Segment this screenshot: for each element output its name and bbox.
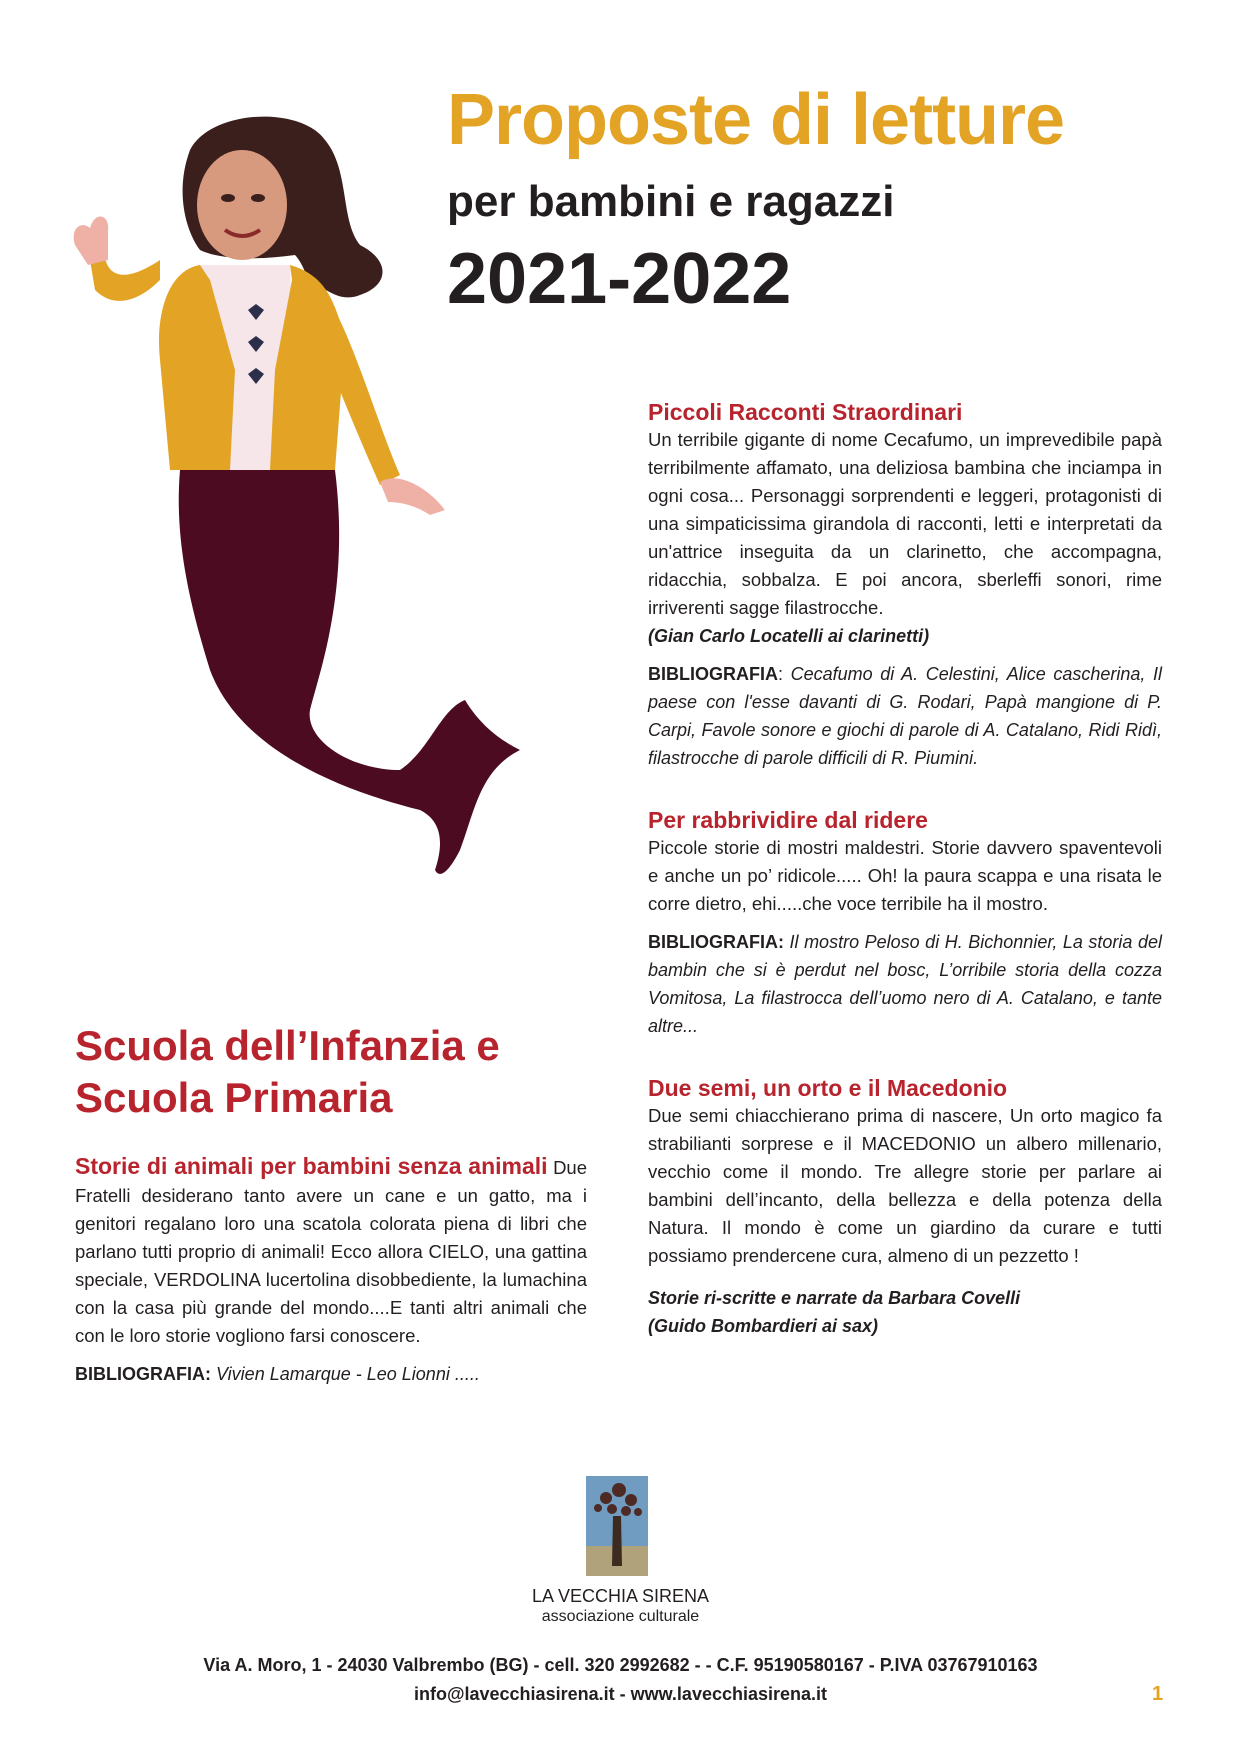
- bibliography-text: Il mostro Peloso di H. Bichonnier, La storia del bambin che si è perdut nel bosc, L’orribile storia della cozza Vomitosa, La filastrocca dell’uomo nero di A. Catalano, e tante altre...: [648, 932, 1162, 1036]
- section-title: Piccoli Racconti Straordinari: [648, 399, 963, 425]
- right-column: [648, 398, 1162, 1374]
- face-shape: [197, 150, 287, 260]
- tail-shape: [179, 470, 520, 874]
- bibliography-label: BIBLIOGRAFIA:: [75, 1364, 211, 1384]
- tree-logo: [586, 1476, 648, 1576]
- section-due-semi: [648, 1074, 1162, 1340]
- section-body: Piccole storie di mostri maldestri. Storie davvero spaventevoli e anche un po’ ridicole..... Oh! la paura scappa e una risata le corre dietro, ehi.....che voce terribile ha il mostro.: [648, 837, 1162, 914]
- school-level-heading: Scuola dell’Infanzia e Scuola Primaria: [75, 1022, 500, 1121]
- section-body: Un terribile gigante di nome Cecafumo, un imprevedibile papà terribilmente affamato, una deliziosa bambina che inciampa in ogni cosa... Personaggi sorprendenti e leggeri, protagonisti di una simpaticissima girandola di racconti, letti e interpretati da un'attrice inseguita da un clarinetto, che accompagna, ridacchia, sobbalza. E poi ancora, sberleffi sonori, rime irriverenti sagge filastrocche.: [648, 429, 1162, 618]
- left-column: [75, 1020, 587, 1388]
- bibliography-label: BIBLIOGRAFIA: [648, 664, 778, 684]
- section-credit: (Gian Carlo Locatelli ai clarinetti): [648, 626, 930, 646]
- section-piccoli-racconti: [648, 398, 1162, 772]
- section-title: Per rabbrividire dal ridere: [648, 807, 928, 833]
- bibliography-separator: :: [778, 664, 791, 684]
- section-text: Due Fratelli desiderano tanto avere un cane e un gatto, ma i genitori regalano loro una scatola colorata piena di libri che parlano tutti proprio di animali! Ecco allora CIELO, una gattina speciale, VERDOLINA lucertolina disobbediente, la lumachina con la casa più grande del mondo....E tanti altri animali che con le loro storie vogliono farsi conoscere.: [75, 1157, 588, 1346]
- bibliography: [75, 1360, 587, 1388]
- footer-contacts: info@lavecchiasirena.it - www.lavecchiasirena.it: [413, 1684, 828, 1704]
- section-title: Due semi, un orto e il Macedonio: [648, 1075, 1008, 1101]
- page-title: Proposte di letture: [447, 80, 1065, 160]
- bibliography: [648, 660, 1162, 772]
- page-number: 1: [1152, 1683, 1164, 1705]
- org-name: LA VECCHIA SIRENA: [531, 1586, 710, 1606]
- section-title: Storie di animali per bambini senza animali: [75, 1153, 548, 1179]
- footer-address: Via A. Moro, 1 - 24030 Valbrembo (BG) - cell. 320 2992682 - - C.F. 95190580167 - P.IVA 03767910163: [203, 1655, 1038, 1675]
- school-year: 2021-2022: [447, 239, 792, 319]
- bibliography-label: BIBLIOGRAFIA:: [648, 932, 784, 952]
- page-subtitle: per bambini e ragazzi: [447, 177, 895, 226]
- section-body: [75, 1152, 587, 1350]
- bibliography-text: Cecafumo di A. Celestini, Alice cascherina, Il paese con l'esse davanti di G. Rodari, Papà mangione di P. Carpi, Favole sonore e giochi di parole di A. Catalano, Ridi Ridì, filastrocche di parole difficili di R. Piumini.: [648, 664, 1162, 768]
- section-body: Due semi chiacchierano prima di nascere, Un orto magico fa strabilianti sorprese e il MACEDONIO un albero millenario, vecchio come il mondo. Tre allegre storie per parlare ai bambini dell’incanto, della bellezza e della potenza della Natura. Il mondo è come un giardino da curare e tutti possiamo prendercene cura, almeno di un pezzetto !: [648, 1105, 1162, 1266]
- section-rabbrividire: [648, 806, 1162, 1040]
- section-credit-line2: (Guido Bombardieri ai sax): [648, 1316, 879, 1336]
- org-subtitle: associazione culturale: [541, 1608, 700, 1625]
- bibliography-text: Vivien Lamarque - Leo Lionni .....: [216, 1364, 480, 1384]
- mermaid-illustration: [60, 110, 580, 1000]
- section-credit-line1: Storie ri-scritte e narrate da Barbara Covelli: [648, 1288, 1021, 1308]
- bibliography: [648, 928, 1162, 1040]
